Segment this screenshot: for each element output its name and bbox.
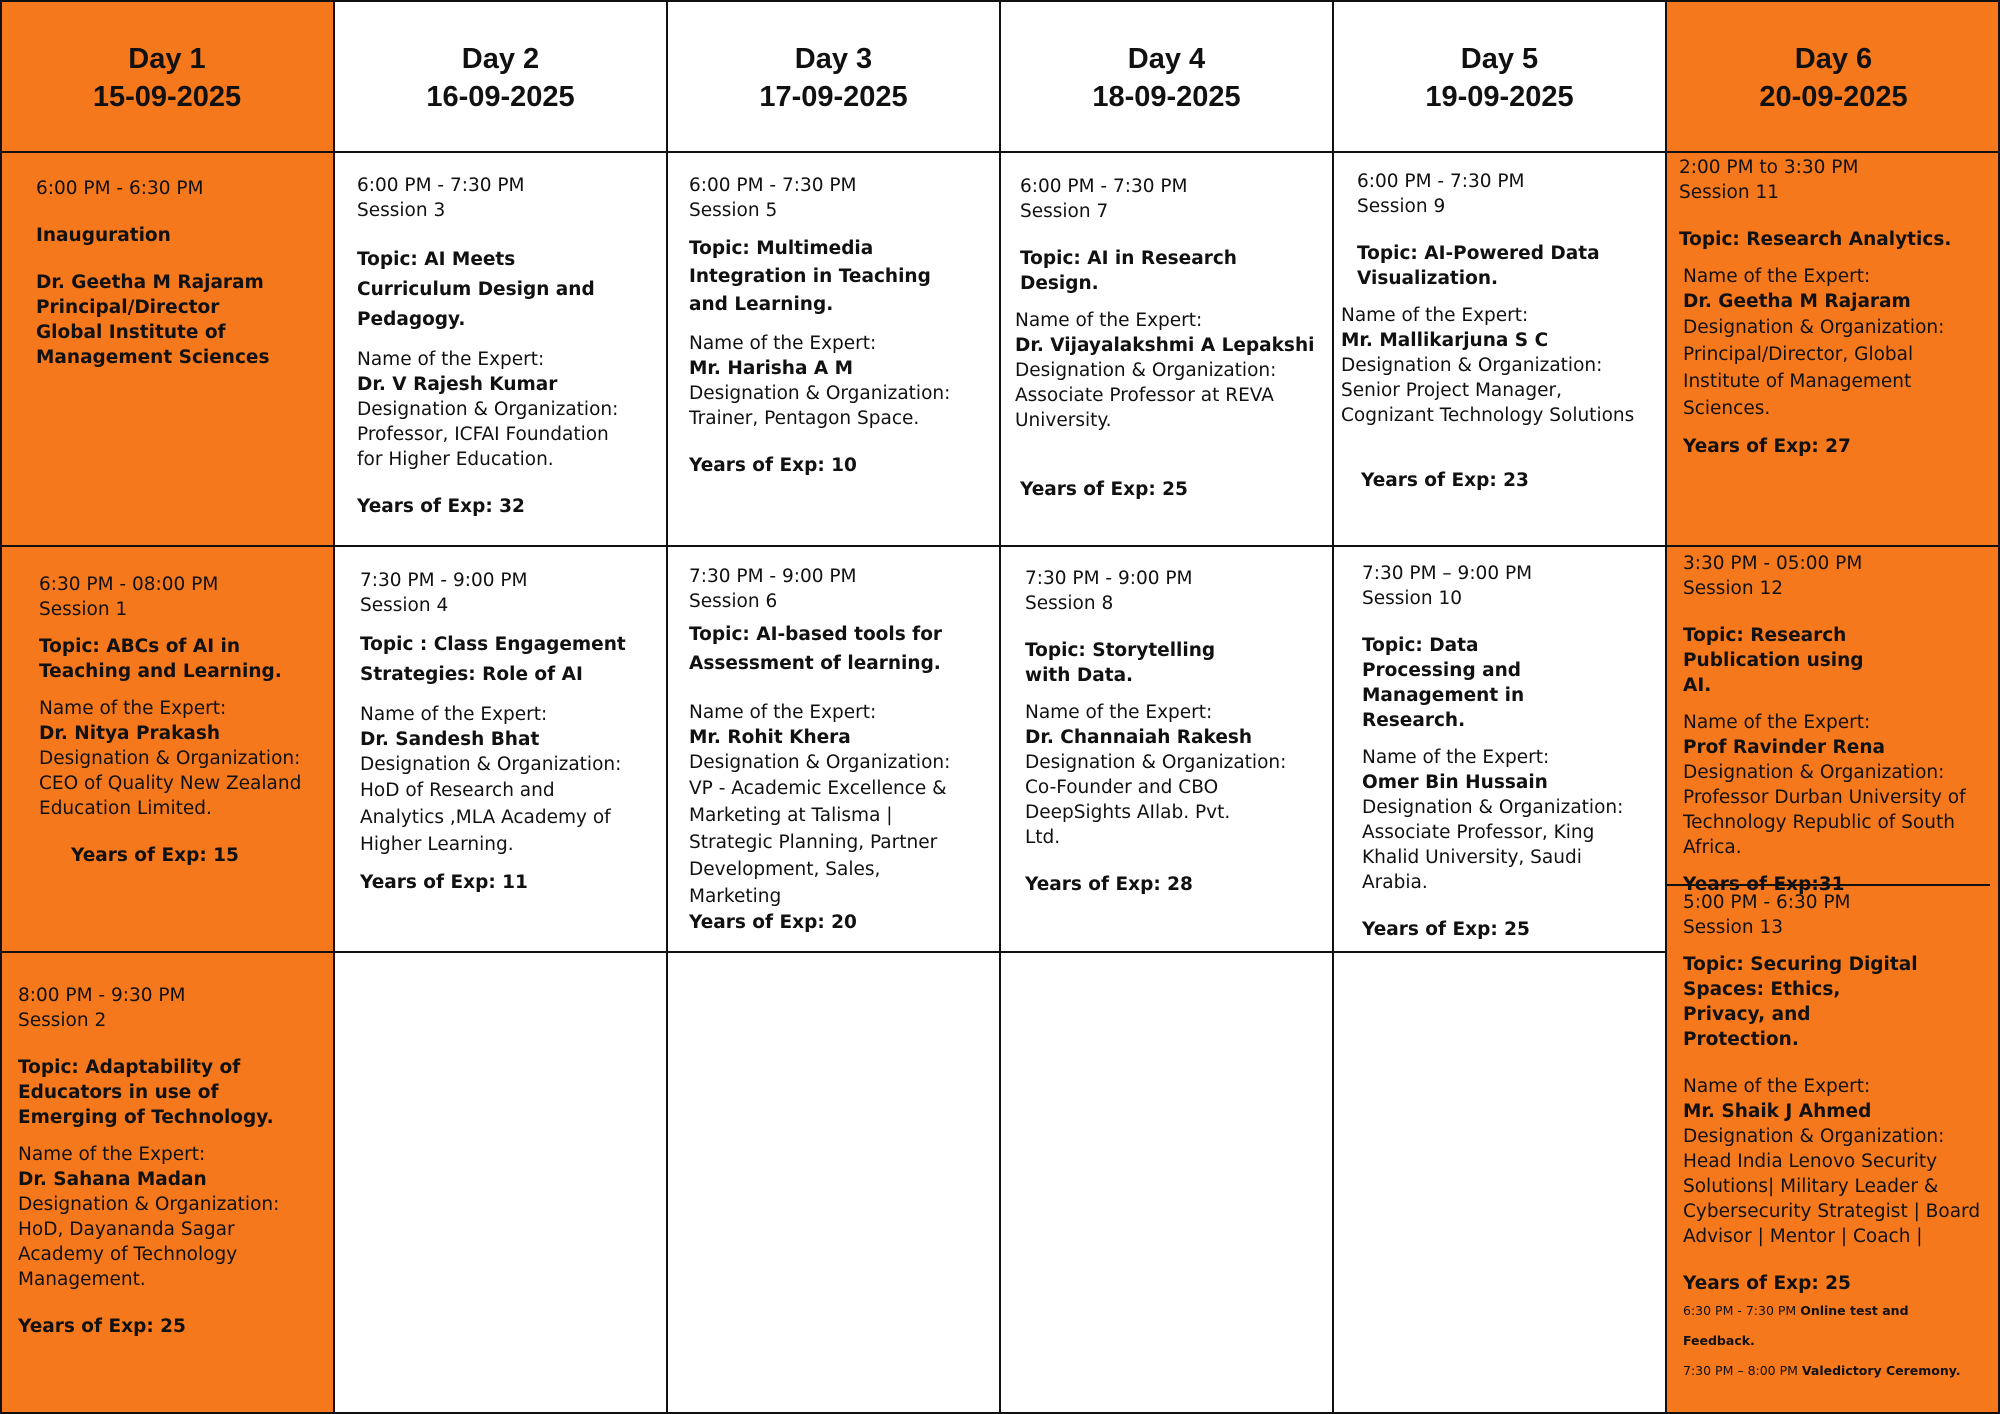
session-number: Session 9 [1357, 196, 1446, 217]
session-1-cell [39, 572, 319, 868]
designation-label: Designation & Organization: [689, 383, 951, 404]
session-9-cell [1341, 169, 1641, 493]
expert-organization: Principal/Director, Global Institute of Management Sciences. [1683, 344, 1914, 419]
expert-name: Dr. Vijayalakshmi A Lepakshi [1015, 335, 1315, 356]
session-time: 5:00 PM - 6:30 PM [1683, 892, 1851, 913]
day-date: 15-09-2025 [92, 81, 242, 113]
closing-item [1683, 1296, 1983, 1356]
header-divider [0, 151, 2000, 153]
expert-label: Name of the Expert: [1362, 747, 1550, 768]
expert-label: Name of the Expert: [360, 704, 548, 725]
years-of-experience: Years of Exp: 25 [1362, 919, 1530, 940]
day-date: 19-09-2025 [1425, 81, 1574, 113]
expert-organization: Head India Lenovo Security Solutions| Military Leader & Cybersecurity Strategist | Board Advisor | Mentor | Coach | [1683, 1151, 1981, 1247]
session-13-cell [1683, 890, 1983, 1386]
designation-label: Designation & Organization: [1362, 797, 1624, 818]
session-number: Session 2 [18, 1010, 107, 1031]
expert-label: Name of the Expert: [18, 1144, 206, 1165]
session-time: 8:00 PM - 9:30 PM [18, 985, 186, 1006]
day-label: Day 2 [461, 43, 540, 75]
years-of-experience: Years of Exp: 15 [71, 845, 239, 866]
expert-name: Mr. Mallikarjuna S C [1341, 330, 1549, 351]
session-5-cell [689, 173, 969, 478]
designation-label: Designation & Organization: [1341, 355, 1603, 376]
expert-label: Name of the Expert: [1341, 305, 1529, 326]
day-header [1000, 40, 1333, 116]
expert-name: Mr. Rohit Khera [689, 727, 851, 748]
years-of-experience: Years of Exp: 25 [18, 1316, 186, 1337]
session-number: Session 3 [357, 200, 446, 221]
expert-organization: Senior Project Manager, Cognizant Technology Solutions [1341, 380, 1635, 426]
day-date: 16-09-2025 [426, 81, 575, 113]
expert-label: Name of the Expert: [39, 698, 227, 719]
years-of-experience: Years of Exp: 27 [1683, 436, 1851, 457]
designation-label: Designation & Organization: [1025, 752, 1287, 773]
session-time: 3:30 PM - 05:00 PM [1683, 553, 1863, 574]
years-of-experience: Years of Exp: 20 [689, 912, 857, 933]
session-topic: Topic: ABCs of AI in Teaching and Learning. [39, 636, 282, 682]
expert-organization: Professor Durban University of Technology Republic of South Africa. [1683, 787, 1966, 858]
closing-item [1683, 1356, 1983, 1386]
expert-label: Name of the Expert: [1015, 310, 1203, 331]
session-title: Inauguration [36, 225, 171, 246]
expert-name: Dr. Nitya Prakash [39, 723, 221, 744]
session-6-cell [689, 564, 969, 935]
session-time: 6:00 PM - 7:30 PM [689, 175, 857, 196]
session-3-cell [357, 173, 632, 519]
column-divider [333, 0, 335, 1414]
day-date: 17-09-2025 [759, 81, 908, 113]
expert-organization: Associate Professor, King Khalid University, Saudi Arabia. [1362, 822, 1595, 893]
session-2-cell [18, 983, 298, 1339]
designation-label: Designation & Organization: [1683, 317, 1945, 338]
session-8-cell [1025, 566, 1315, 897]
expert-organization: HoD, Dayananda Sagar Academy of Technology Management. [18, 1219, 238, 1290]
designation-label: Designation & Organization: [689, 752, 951, 773]
session-topic: Topic: AI Meets Curriculum Design and Pedagogy. [357, 249, 595, 330]
row-divider [0, 545, 2000, 547]
day-header [1667, 40, 2000, 116]
session-number: Session 6 [689, 591, 778, 612]
expert-label: Name of the Expert: [1683, 712, 1871, 733]
session-number: Session 8 [1025, 593, 1114, 614]
session-10-cell [1362, 561, 1647, 942]
day-label: Day 6 [1794, 43, 1873, 75]
session-number: Session 7 [1020, 201, 1109, 222]
expert-label: Name of the Expert: [1025, 702, 1213, 723]
day-header [667, 40, 1000, 116]
closing-event: Valedictory Ceremony. [1801, 1363, 1961, 1378]
session-topic: Topic: Securing Digital Spaces: Ethics, Privacy, and Protection. [1683, 954, 1918, 1050]
expert-name: Dr. Channaiah Rakesh [1025, 727, 1253, 748]
session-time: 6:00 PM - 7:30 PM [1020, 176, 1188, 197]
session-time: 7:30 PM - 9:00 PM [1025, 568, 1193, 589]
session-number: Session 5 [689, 200, 778, 221]
session-time: 7:30 PM - 9:00 PM [689, 566, 857, 587]
column-divider [1332, 0, 1334, 1414]
expert-name: Dr. V Rajesh Kumar [357, 374, 558, 395]
session-topic: Topic: Adaptability of Educators in use of Emerging of Technology. [18, 1057, 274, 1128]
day-label: Day 3 [794, 43, 873, 75]
border-top [0, 0, 2000, 2]
expert-organization: HoD of Research and Analytics ,MLA Academy of Higher Learning. [360, 780, 611, 855]
designation-label: Designation & Organization: [18, 1194, 280, 1215]
session-time: 6:00 PM - 6:30 PM [36, 178, 204, 199]
day-header [0, 40, 334, 116]
expert-organization: Co-Founder and CBO DeepSights AIlab. Pvt. Ltd. [1025, 777, 1231, 848]
column-divider [1665, 0, 1667, 1414]
session-topic: Topic: AI-based tools for Assessment of learning. [689, 624, 943, 674]
inauguration-cell [36, 176, 291, 370]
closing-time: 7:30 PM – 8:00 PM [1683, 1363, 1798, 1378]
column-divider [999, 0, 1001, 1414]
day-label: Day 5 [1460, 43, 1539, 75]
session-topic: Topic: Multimedia Integration in Teaching and Learning. [689, 238, 931, 315]
day-date: 20-09-2025 [1759, 81, 1908, 113]
session-4-cell [360, 568, 630, 895]
designation-label: Designation & Organization: [357, 399, 619, 420]
session-number: Session 13 [1683, 917, 1784, 938]
session-number: Session 4 [360, 595, 449, 616]
expert-name: Omer Bin Hussain [1362, 772, 1548, 793]
years-of-experience: Years of Exp: 11 [360, 872, 528, 893]
years-of-experience: Years of Exp: 23 [1361, 470, 1529, 491]
session-topic: Topic: Data Processing and Management in Research. [1362, 635, 1525, 731]
session-topic: Topic: Research Publication using AI. [1683, 625, 1864, 696]
years-of-experience: Years of Exp:31 [1683, 874, 1845, 895]
expert-name: Mr. Shaik J Ahmed [1683, 1101, 1872, 1122]
day-date: 18-09-2025 [1092, 81, 1241, 113]
closing-event: Online test and Feedback. [1683, 1303, 1909, 1348]
session-11-cell [1679, 155, 1979, 459]
expert-label: Name of the Expert: [689, 702, 877, 723]
expert-label: Name of the Expert: [689, 333, 877, 354]
border-left [0, 0, 2, 1414]
closing-time: 6:30 PM - 7:30 PM [1683, 1303, 1797, 1318]
expert-name: Dr. Geetha M Rajaram [1683, 291, 1911, 312]
day-header [1333, 40, 1666, 116]
expert-designation: Designation & Organization: CEO of Quality New Zealand Education Limited. [39, 748, 302, 819]
expert-name: Dr. Sandesh Bhat [360, 729, 540, 750]
years-of-experience: Years of Exp: 28 [1025, 874, 1193, 895]
expert-label: Name of the Expert: [1683, 266, 1871, 287]
expert-organization: Trainer, Pentagon Space. [689, 408, 920, 429]
session-7-cell [1015, 174, 1315, 502]
designation-label: Designation & Organization: [1683, 762, 1945, 783]
session-time: 6:30 PM - 08:00 PM [39, 574, 219, 595]
session-number: Session 10 [1362, 588, 1463, 609]
expert-label: Name of the Expert: [357, 349, 545, 370]
session-time: 2:00 PM to 3:30 PM [1679, 157, 1859, 178]
years-of-experience: Years of Exp: 25 [1020, 479, 1188, 500]
session-time: 7:30 PM – 9:00 PM [1362, 563, 1533, 584]
session-time: 6:00 PM - 7:30 PM [357, 175, 525, 196]
session-number: Session 11 [1679, 182, 1780, 203]
session-time: 7:30 PM - 9:00 PM [360, 570, 528, 591]
expert-organization: Professor, ICFAI Foundation for Higher Education. [357, 424, 609, 470]
session-time: 6:00 PM - 7:30 PM [1357, 171, 1525, 192]
designation-label: Designation & Organization: [360, 754, 622, 775]
session-topic: Topic: AI in Research Design. [1020, 248, 1237, 294]
session-topic: Topic: AI-Powered Data Visualization. [1357, 243, 1600, 289]
designation-label: Designation & Organization: [1015, 360, 1277, 381]
years-of-experience: Years of Exp: 10 [689, 455, 857, 476]
session-12-cell [1683, 551, 1973, 897]
expert-label: Name of the Expert: [1683, 1076, 1871, 1097]
expert-name: Prof Ravinder Rena [1683, 737, 1885, 758]
designation-label: Designation & Organization: [1683, 1126, 1945, 1147]
row-divider [0, 951, 1665, 953]
years-of-experience: Years of Exp: 32 [357, 496, 525, 517]
session-number: Session 1 [39, 599, 128, 620]
day-label: Day 4 [1127, 43, 1206, 75]
expert-organization: Associate Professor at REVA University. [1015, 385, 1274, 431]
expert-organization: VP - Academic Excellence & Marketing at Talisma | Strategic Planning, Partner Development, Sales, Marketing [689, 778, 947, 907]
column-divider [666, 0, 668, 1414]
session-speaker: Dr. Geetha M Rajaram Principal/Director Global Institute of Management Sciences [36, 272, 270, 368]
expert-name: Mr. Harisha A M [689, 358, 854, 379]
day-label: Day 1 [128, 43, 206, 75]
session-topic: Topic: Research Analytics. [1679, 229, 1952, 250]
session-topic: Topic: Storytelling with Data. [1025, 640, 1216, 686]
session-number: Session 12 [1683, 578, 1784, 599]
day-header [334, 40, 667, 116]
expert-name: Dr. Sahana Madan [18, 1169, 207, 1190]
years-of-experience: Years of Exp: 25 [1683, 1273, 1851, 1294]
session-topic: Topic : Class Engagement Strategies: Role of AI [360, 634, 626, 685]
